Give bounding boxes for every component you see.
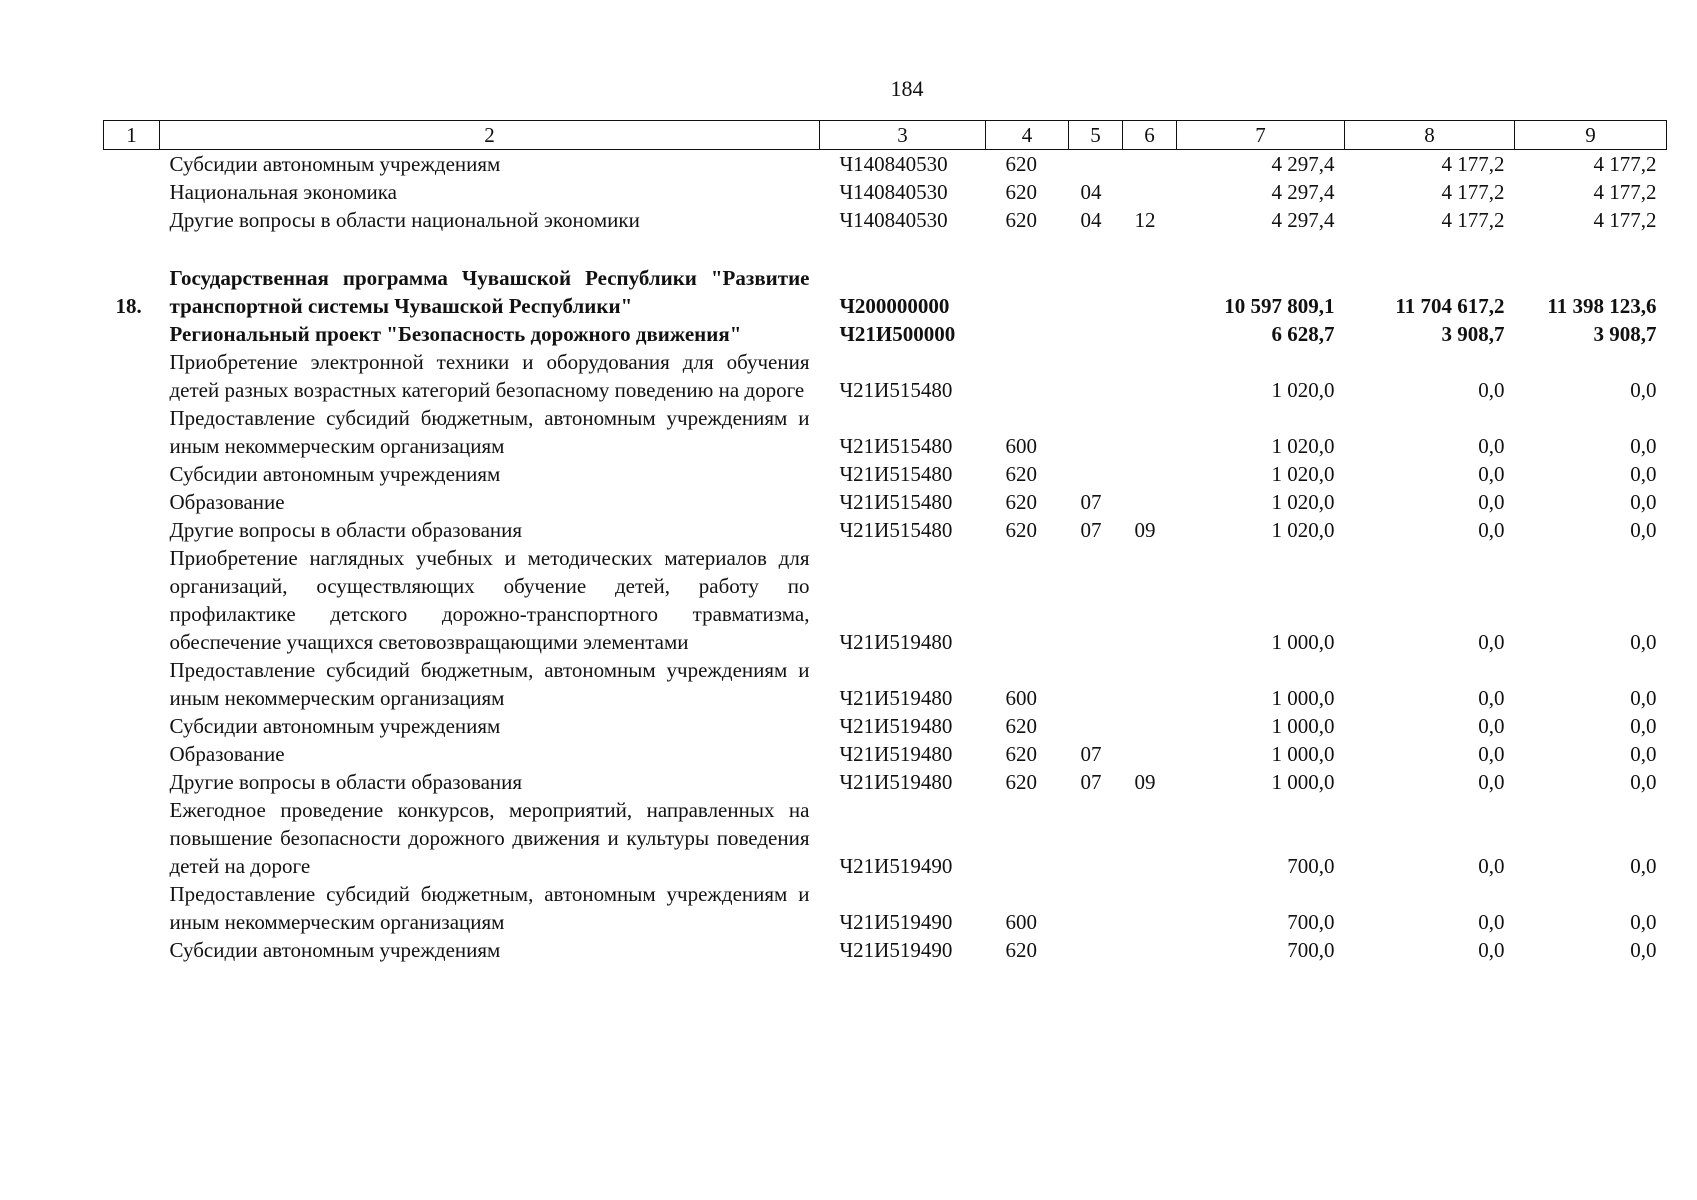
row-name: Приобретение электронной техники и оборудования для обучения детей разных возрастных категорий безопасному поведению на дороге <box>169 350 810 402</box>
row-number <box>104 320 160 348</box>
row-name: Другие вопросы в области образования <box>169 518 523 542</box>
page-number: 184 <box>890 76 924 101</box>
target-code: Ч140840530 <box>839 152 948 176</box>
expense-type: 620 <box>1005 462 1037 486</box>
amount-col8: 0,0 <box>1478 714 1505 738</box>
amount-col7: 1 000,0 <box>1271 630 1335 654</box>
target-code: Ч140840530 <box>839 208 948 232</box>
row-name: Ежегодное проведение конкурсов, мероприятий, направленных на повышение безопасности дорожного движения и культуры поведения детей на дороге <box>169 798 810 878</box>
table-row <box>104 264 1667 320</box>
target-code: Ч21И519490 <box>839 910 953 934</box>
expense-type <box>986 544 1069 656</box>
amount-col8: 0,0 <box>1478 378 1505 402</box>
amount-col7: 700,0 <box>1287 910 1335 934</box>
subsection-code <box>1123 936 1177 964</box>
subsection-code: 09 <box>1134 518 1156 542</box>
column-header: 5 <box>1069 121 1123 150</box>
amount-col9: 0,0 <box>1630 378 1657 402</box>
section-code <box>1069 936 1123 964</box>
amount-col9: 0,0 <box>1630 518 1657 542</box>
table-row <box>104 936 1667 964</box>
amount-col9: 0,0 <box>1630 714 1657 738</box>
subsection-code <box>1123 150 1177 179</box>
amount-col8: 0,0 <box>1478 742 1505 766</box>
amount-col7: 4 297,4 <box>1271 180 1335 204</box>
amount-col7: 1 020,0 <box>1271 378 1335 402</box>
target-code: Ч200000000 <box>839 294 950 318</box>
table-row <box>104 768 1667 796</box>
expense-type: 620 <box>1005 180 1037 204</box>
section-code: 04 <box>1080 208 1102 232</box>
row-name: Предоставление субсидий бюджетным, автономным учреждениям и иным некоммерческим организациям <box>169 882 810 934</box>
section-code <box>1069 544 1123 656</box>
section-code <box>1069 712 1123 740</box>
subsection-code <box>1123 712 1177 740</box>
amount-col8: 11 704 617,2 <box>1395 294 1505 318</box>
table-row <box>104 544 1667 656</box>
subsection-code <box>1123 348 1177 404</box>
table-row <box>104 460 1667 488</box>
amount-col8: 3 908,7 <box>1441 322 1505 346</box>
row-name: Субсидии автономным учреждениям <box>169 152 501 176</box>
row-name: Образование <box>169 742 285 766</box>
table-row <box>104 206 1667 234</box>
row-name: Государственная программа Чувашской Республики "Развитие транспортной системы Чувашской Республики" <box>169 266 810 318</box>
target-code: Ч21И519490 <box>839 938 953 962</box>
section-code <box>1069 656 1123 712</box>
amount-col8: 0,0 <box>1478 518 1505 542</box>
amount-col9: 0,0 <box>1630 854 1657 878</box>
amount-col7: 6 628,7 <box>1271 322 1335 346</box>
expense-type: 600 <box>1005 686 1037 710</box>
row-number <box>104 880 160 936</box>
section-code <box>1069 404 1123 460</box>
subsection-code <box>1123 320 1177 348</box>
expense-type <box>986 320 1069 348</box>
amount-col7: 10 597 809,1 <box>1224 294 1335 318</box>
target-code: Ч21И500000 <box>839 322 956 346</box>
amount-col8: 0,0 <box>1478 630 1505 654</box>
column-header: 4 <box>986 121 1069 150</box>
row-name: Субсидии автономным учреждениям <box>169 714 501 738</box>
row-name: Приобретение наглядных учебных и методических материалов для организаций, осуществляющих обучение детей, работу по профилактике детского дорожно-транспортного травматизма, обеспечение учащихся световозвращающими элементами <box>169 546 810 654</box>
spacer-cell <box>104 234 1667 264</box>
expense-type: 620 <box>1005 770 1037 794</box>
table-row <box>104 178 1667 206</box>
column-header: 6 <box>1123 121 1177 150</box>
amount-col7: 1 000,0 <box>1271 686 1335 710</box>
target-code: Ч21И519480 <box>839 686 953 710</box>
row-name: Субсидии автономным учреждениям <box>169 462 501 486</box>
amount-col9: 4 177,2 <box>1593 180 1657 204</box>
amount-col9: 0,0 <box>1630 938 1657 962</box>
section-code: 07 <box>1080 490 1102 514</box>
target-code: Ч21И519480 <box>839 742 953 766</box>
row-name: Образование <box>169 490 285 514</box>
table-row <box>104 712 1667 740</box>
row-number <box>104 488 160 516</box>
subsection-code <box>1123 264 1177 320</box>
row-number <box>104 348 160 404</box>
target-code: Ч21И515480 <box>839 462 953 486</box>
subsection-code <box>1123 656 1177 712</box>
table-header <box>104 121 1667 150</box>
column-header: 9 <box>1515 121 1667 150</box>
row-name: Предоставление субсидий бюджетным, автономным учреждениям и иным некоммерческим организациям <box>169 406 810 458</box>
amount-col7: 1 000,0 <box>1271 770 1335 794</box>
target-code: Ч140840530 <box>839 180 948 204</box>
amount-col8: 4 177,2 <box>1441 180 1505 204</box>
row-name: Другие вопросы в области образования <box>169 770 523 794</box>
amount-col9: 0,0 <box>1630 686 1657 710</box>
target-code: Ч21И519490 <box>839 854 953 878</box>
amount-col9: 0,0 <box>1630 490 1657 514</box>
row-number <box>104 656 160 712</box>
section-code: 04 <box>1080 180 1102 204</box>
expense-type: 620 <box>1005 714 1037 738</box>
target-code: Ч21И515480 <box>839 378 953 402</box>
target-code: Ч21И519480 <box>839 714 953 738</box>
subsection-code <box>1123 796 1177 880</box>
row-number <box>104 768 160 796</box>
column-header: 3 <box>820 121 986 150</box>
row-number <box>104 796 160 880</box>
target-code: Ч21И515480 <box>839 518 953 542</box>
amount-col7: 700,0 <box>1287 938 1335 962</box>
row-number <box>104 740 160 768</box>
section-code <box>1069 796 1123 880</box>
row-number <box>104 544 160 656</box>
row-number <box>104 150 160 179</box>
amount-col7: 1 020,0 <box>1271 462 1335 486</box>
section-code <box>1069 320 1123 348</box>
table-body <box>104 150 1667 965</box>
row-number <box>104 178 160 206</box>
amount-col7: 1 020,0 <box>1271 518 1335 542</box>
subsection-code <box>1123 488 1177 516</box>
table-row <box>104 656 1667 712</box>
subsection-code <box>1123 880 1177 936</box>
column-header: 8 <box>1345 121 1515 150</box>
amount-col8: 0,0 <box>1478 910 1505 934</box>
amount-col7: 1 000,0 <box>1271 742 1335 766</box>
row-name: Другие вопросы в области национальной экономики <box>169 208 640 232</box>
expense-type: 600 <box>1005 434 1037 458</box>
amount-col9: 11 398 123,6 <box>1547 294 1657 318</box>
section-code <box>1069 460 1123 488</box>
row-name: Национальная экономика <box>169 180 397 204</box>
target-code: Ч21И519480 <box>839 770 953 794</box>
amount-col9: 0,0 <box>1630 434 1657 458</box>
subsection-code: 09 <box>1134 770 1156 794</box>
expense-type <box>986 264 1069 320</box>
amount-col9: 0,0 <box>1630 770 1657 794</box>
table-row <box>104 320 1667 348</box>
table-row <box>104 516 1667 544</box>
amount-col9: 0,0 <box>1630 630 1657 654</box>
amount-col8: 0,0 <box>1478 490 1505 514</box>
section-code <box>1069 348 1123 404</box>
expense-type <box>986 796 1069 880</box>
section-code <box>1069 880 1123 936</box>
table-row <box>104 348 1667 404</box>
expense-type: 620 <box>1005 152 1037 176</box>
amount-col9: 0,0 <box>1630 910 1657 934</box>
subsection-code <box>1123 740 1177 768</box>
header-row <box>104 121 1667 150</box>
expense-type: 600 <box>1005 910 1037 934</box>
expense-type <box>986 348 1069 404</box>
subsection-code: 12 <box>1134 208 1156 232</box>
amount-col7: 1 000,0 <box>1271 714 1335 738</box>
subsection-code <box>1123 178 1177 206</box>
section-code <box>1069 150 1123 179</box>
row-number <box>104 206 160 234</box>
table-row <box>104 150 1667 179</box>
row-number <box>104 460 160 488</box>
expense-type: 620 <box>1005 518 1037 542</box>
amount-col7: 1 020,0 <box>1271 434 1335 458</box>
table-row <box>104 488 1667 516</box>
amount-col8: 4 177,2 <box>1441 208 1505 232</box>
amount-col7: 4 297,4 <box>1271 152 1335 176</box>
amount-col8: 0,0 <box>1478 770 1505 794</box>
section-code <box>1069 264 1123 320</box>
subsection-code <box>1123 460 1177 488</box>
budget-table <box>103 120 1667 964</box>
amount-col8: 0,0 <box>1478 854 1505 878</box>
row-number <box>104 516 160 544</box>
table-row <box>104 880 1667 936</box>
expense-type: 620 <box>1005 208 1037 232</box>
row-number <box>104 404 160 460</box>
amount-col9: 4 177,2 <box>1593 208 1657 232</box>
subsection-code <box>1123 404 1177 460</box>
section-code: 07 <box>1080 770 1102 794</box>
amount-col9: 0,0 <box>1630 462 1657 486</box>
target-code: Ч21И515480 <box>839 434 953 458</box>
row-name: Региональный проект "Безопасность дорожного движения" <box>169 322 742 346</box>
table-row <box>104 740 1667 768</box>
expense-type: 620 <box>1005 490 1037 514</box>
row-number <box>104 712 160 740</box>
amount-col9: 0,0 <box>1630 742 1657 766</box>
amount-col8: 0,0 <box>1478 938 1505 962</box>
target-code: Ч21И515480 <box>839 490 953 514</box>
spacer-row <box>104 234 1667 264</box>
table-row <box>104 796 1667 880</box>
column-header: 1 <box>104 121 160 150</box>
column-header: 2 <box>160 121 820 150</box>
target-code: Ч21И519480 <box>839 630 953 654</box>
table-row <box>104 404 1667 460</box>
amount-col7: 4 297,4 <box>1271 208 1335 232</box>
expense-type: 620 <box>1005 938 1037 962</box>
amount-col7: 1 020,0 <box>1271 490 1335 514</box>
amount-col7: 700,0 <box>1287 854 1335 878</box>
expense-type: 620 <box>1005 742 1037 766</box>
amount-col8: 0,0 <box>1478 434 1505 458</box>
amount-col9: 3 908,7 <box>1593 322 1657 346</box>
row-number <box>104 936 160 964</box>
amount-col8: 0,0 <box>1478 462 1505 486</box>
amount-col9: 4 177,2 <box>1593 152 1657 176</box>
row-name: Субсидии автономным учреждениям <box>169 938 501 962</box>
amount-col8: 4 177,2 <box>1441 152 1505 176</box>
row-number: 18. <box>115 294 142 318</box>
column-header: 7 <box>1177 121 1345 150</box>
section-code: 07 <box>1080 518 1102 542</box>
section-code: 07 <box>1080 742 1102 766</box>
subsection-code <box>1123 544 1177 656</box>
row-name: Предоставление субсидий бюджетным, автономным учреждениям и иным некоммерческим организациям <box>169 658 810 710</box>
amount-col8: 0,0 <box>1478 686 1505 710</box>
budget-table-container <box>103 120 1658 964</box>
